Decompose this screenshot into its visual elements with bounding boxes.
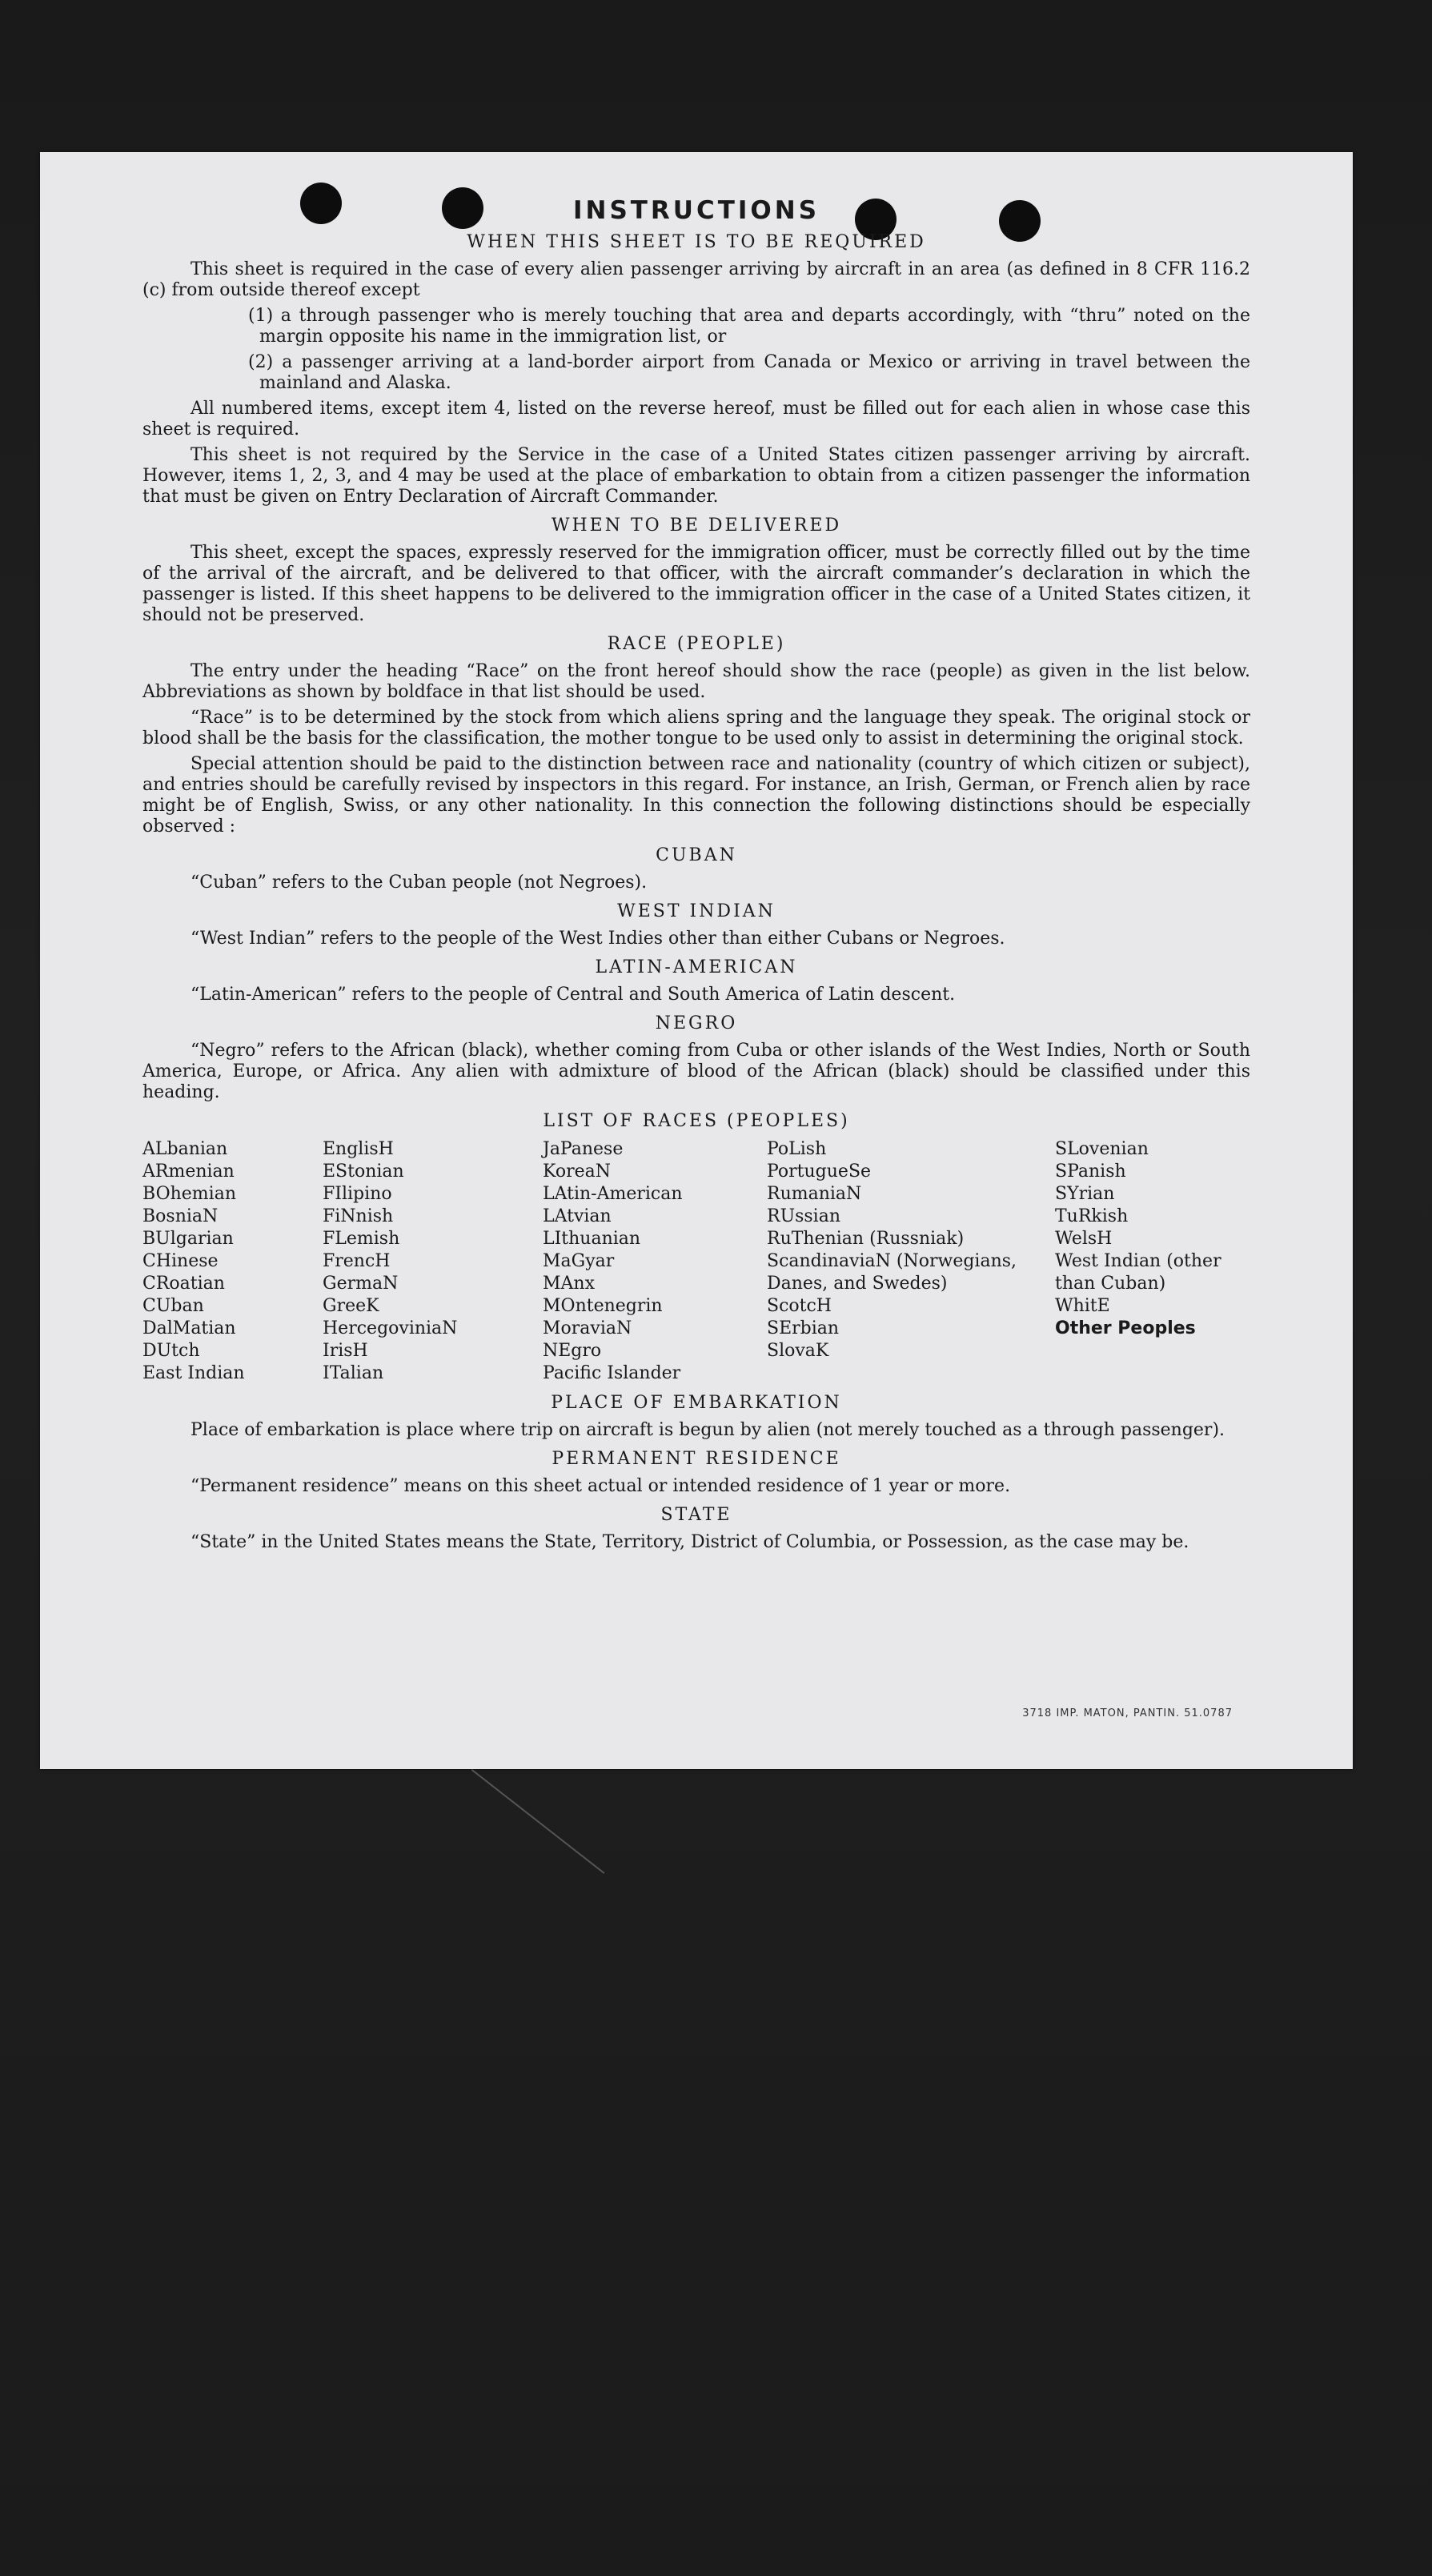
race-item: BUlgarian (142, 1229, 234, 1249)
place-of-embarkation-para: Place of embarkation is place where trip on aircraft is begun by alien (not merely touched as a through passenger). (191, 1420, 1225, 1440)
race-item: BOhemian (142, 1184, 236, 1204)
race-item: NEgro (543, 1341, 602, 1361)
west-indian-para: “West Indian” refers to the people of the West Indies other than either Cubans or Negroes. (191, 929, 1005, 949)
race-item: Pacific Islander (543, 1363, 681, 1383)
race-item: ITalian (323, 1363, 384, 1383)
race-item: GermaN (323, 1274, 399, 1294)
race-item: West Indian (other than Cuban) (1055, 1251, 1221, 1294)
race-item: LAtin-American (543, 1184, 683, 1204)
race-item: FIlipino (323, 1184, 392, 1204)
race-item: CUban (142, 1296, 204, 1316)
instruction-sheet (40, 152, 1353, 1769)
heading-place-of-embarkation: PLACE OF EMBARKATION (551, 1393, 842, 1413)
race-item: FiNnish (323, 1206, 394, 1226)
race-para-1: The entry under the heading “Race” on the front hereof should show the race (people) as given in the list below. Abbreviations as shown by boldface in that list should be used. (142, 661, 1250, 702)
when-required-para-2: All numbered items, except item 4, listed on the reverse hereof, must be filled out for each alien in whose case this sheet is required. (142, 399, 1250, 439)
race-item: SlovaK (767, 1341, 829, 1361)
race-item: RuThenian (Russniak) (767, 1229, 965, 1249)
race-item: MaGyar (543, 1251, 615, 1271)
race-item: ALbanian (142, 1139, 228, 1159)
race-item: SYrian (1055, 1184, 1115, 1204)
race-item: WelsH (1055, 1229, 1113, 1249)
when-required-item-1: (1) a through passenger who is merely touching that area and departs accordingly, with “thru” noted on the margin opposite his name in the immigration list, or (248, 306, 1250, 347)
race-item: CRoatian (142, 1274, 225, 1294)
state-para: “State” in the United States means the State, Territory, District of Columbia, or Possession, as the case may be. (191, 1532, 1189, 1552)
race-column-1 (142, 1138, 323, 1385)
latin-american-para: “Latin-American” refers to the people of Central and South America of Latin descent. (191, 985, 956, 1005)
race-item: CHinese (142, 1251, 219, 1271)
race-item: BosniaN (142, 1206, 219, 1226)
heading-latin-american: LATIN-AMERICAN (595, 957, 798, 977)
race-item: ScandinaviaN (Norwegians, Danes, and Swedes) (767, 1251, 1017, 1294)
race-item: HercegoviniaN (323, 1318, 458, 1338)
race-item: MAnx (543, 1274, 595, 1294)
when-required-intro: This sheet is required in the case of every alien passenger arriving by aircraft in an area (as defined in 8 CFR 116.2 (c) from outside thereof except (142, 259, 1250, 300)
race-item: GreeK (323, 1296, 379, 1316)
race-item: JaPanese (543, 1139, 624, 1159)
race-column-2 (323, 1138, 543, 1385)
heading-negro: NEGRO (655, 1013, 738, 1033)
race-column-5 (1055, 1138, 1250, 1385)
negro-para: “Negro” refers to the African (black), whether coming from Cuba or other islands of the West Indies, North or South America, Europe, or Africa. Any alien with admixture of blood of the African (black) should be classified under this heading. (142, 1041, 1250, 1102)
race-item: SErbian (767, 1318, 840, 1338)
race-item: EStonian (323, 1162, 404, 1182)
permanent-residence-para: “Permanent residence” means on this sheet actual or intended residence of 1 year or more. (191, 1476, 1011, 1496)
race-item: FrencH (323, 1251, 391, 1271)
race-item: SPanish (1055, 1162, 1126, 1182)
race-column-4 (767, 1138, 1055, 1385)
heading-state: STATE (660, 1505, 732, 1525)
page-title: INSTRUCTIONS (572, 196, 820, 225)
race-item: MOntenegrin (543, 1296, 663, 1316)
race-item: LIthuanian (543, 1229, 641, 1249)
race-item: TuRkish (1055, 1206, 1129, 1226)
race-item: ARmenian (142, 1162, 235, 1182)
race-item: RumaniaN (767, 1184, 862, 1204)
race-item: DalMatian (142, 1318, 236, 1338)
race-item: Other Peoples (1055, 1318, 1196, 1338)
race-para-3: Special attention should be paid to the distinction between race and nationality (country of which citizen or subject), and entries should be carefully revised by inspectors in this regard. For instance, an Irish, German, or French alien by race might be of English, Swiss, or any other nationality. In this connection the following distinctions should be especially observed : (142, 754, 1250, 837)
heading-list-of-races: LIST OF RACES (PEOPLES) (543, 1111, 850, 1131)
race-item: WhitE (1055, 1296, 1110, 1316)
printer-mark: 3718 IMP. MATON, PANTIN. 51.0787 (1022, 1707, 1233, 1719)
heading-permanent-residence: PERMANENT RESIDENCE (552, 1449, 841, 1469)
race-item: ScotcH (767, 1296, 832, 1316)
race-list (142, 1138, 1250, 1385)
race-item: FLemish (323, 1229, 400, 1249)
race-item: EnglisH (323, 1139, 394, 1159)
when-required-para-3: This sheet is not required by the Service in the case of a United States citizen passenger arriving by aircraft. However, items 1, 2, 3, and 4 may be used at the place of embarkation to obtain from a citizen passenger the information that must be given on Entry Declaration of Aircraft Commander. (142, 445, 1250, 507)
when-delivered-para: This sheet, except the spaces, expressly reserved for the immigration officer, must be correctly filled out by the time of the arrival of the aircraft, and be delivered to that officer, with the aircraft commander’s declaration in which the passenger is listed. If this sheet happens to be delivered to the immigration officer in the case of a United States citizen, it should not be preserved. (142, 543, 1250, 625)
heading-west-indian: WEST INDIAN (617, 901, 776, 921)
heading-race: RACE (PEOPLE) (607, 634, 786, 654)
race-item: PortugueSe (767, 1162, 872, 1182)
heading-cuban: CUBAN (656, 845, 737, 865)
race-item: East Indian (142, 1363, 245, 1383)
race-column-3 (543, 1138, 767, 1385)
race-item: DUtch (142, 1341, 200, 1361)
race-item: LAtvian (543, 1206, 612, 1226)
race-item: PoLish (767, 1139, 827, 1159)
race-item: RUssian (767, 1206, 841, 1226)
sheet-content (142, 196, 1250, 1558)
heading-when-required: WHEN THIS SHEET IS TO BE REQUIRED (467, 232, 926, 252)
race-item: KoreaN (543, 1162, 611, 1182)
race-item: IrisH (323, 1341, 368, 1361)
race-para-2: “Race” is to be determined by the stock from which aliens spring and the language they speak. The original stock or blood shall be the basis for the classification, the mother tongue to be used only to assist in determining the original stock. (142, 708, 1250, 748)
race-item: MoraviaN (543, 1318, 632, 1338)
race-item: SLovenian (1055, 1139, 1149, 1159)
heading-when-delivered: WHEN TO BE DELIVERED (551, 516, 842, 536)
cuban-para: “Cuban” refers to the Cuban people (not Negroes). (191, 873, 648, 893)
when-required-item-2: (2) a passenger arriving at a land-border airport from Canada or Mexico or arriving in travel between the mainland and Alaska. (248, 352, 1250, 393)
